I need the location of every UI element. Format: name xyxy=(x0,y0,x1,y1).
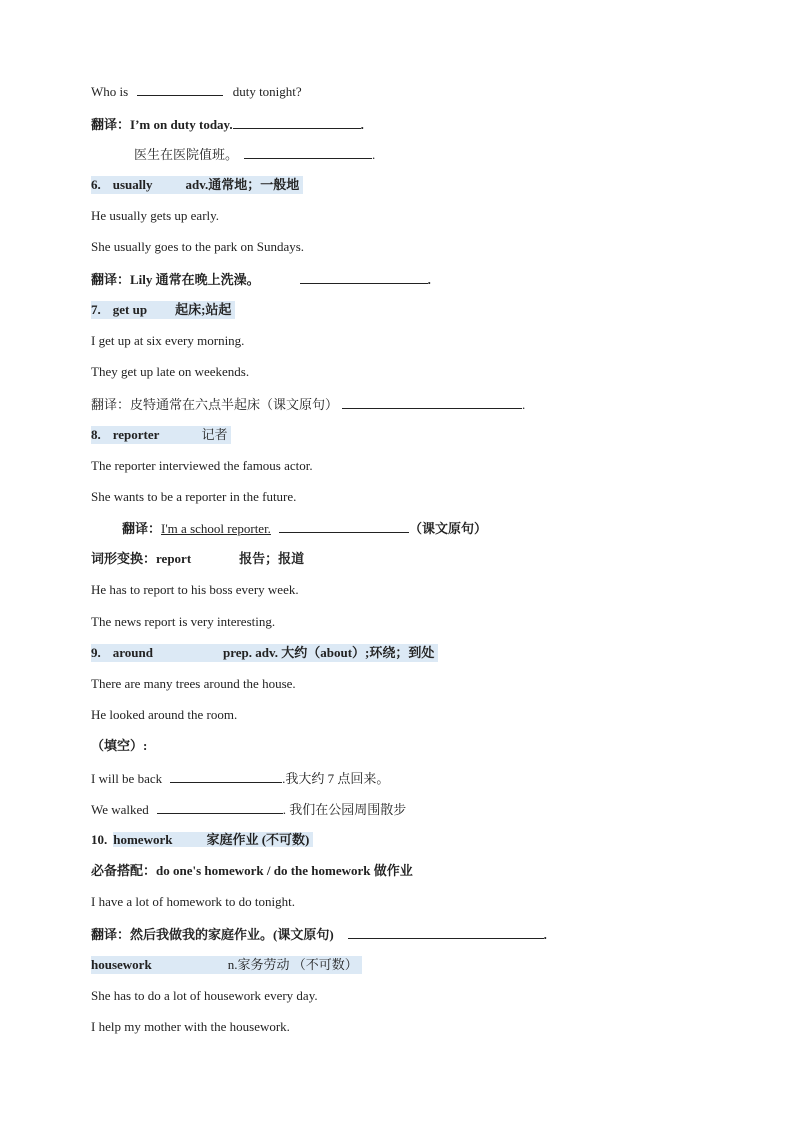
sentence: Who is duty tonight? xyxy=(91,84,302,99)
vocab-heading: housework n.家务劳动 （不可数） xyxy=(91,956,362,974)
example-sentence: She usually goes to the park on Sundays. xyxy=(91,239,305,254)
example-sentence: I have a lot of homework to do tonight. xyxy=(91,894,295,909)
answer-blank[interactable] xyxy=(157,800,283,814)
translation-line: 翻译：I'm a school reporter. （课文原句） xyxy=(122,521,487,536)
answer-blank[interactable] xyxy=(137,82,223,96)
vocab-heading: 7. get up 起床;站起 xyxy=(91,301,235,319)
translation-line: 医生在医院值班。 . xyxy=(134,147,376,162)
example-sentence: They get up late on weekends. xyxy=(91,364,250,379)
example-sentence: I get up at six every morning. xyxy=(91,333,245,348)
example-sentence: There are many trees around the house. xyxy=(91,676,296,691)
example-sentence: He has to report to his boss every week. xyxy=(91,582,299,597)
answer-blank[interactable] xyxy=(279,519,409,533)
answer-blank[interactable] xyxy=(233,115,361,129)
translation-line: 翻译：皮特通常在六点半起床（课文原句） . xyxy=(91,397,526,412)
fill-blank-sentence: I will be back .我大约 7 点回来。 xyxy=(91,771,390,786)
example-sentence: He usually gets up early. xyxy=(91,208,220,223)
vocab-heading: 9. around prep. adv. 大约（about）;环绕；到处 xyxy=(91,644,438,662)
example-sentence: The news report is very interesting. xyxy=(91,614,276,629)
vocab-heading: 10. homework 家庭作业 (不可数) xyxy=(91,831,313,849)
word-form-line: 词形变换：report 报告；报道 xyxy=(91,551,305,566)
vocab-heading: 6. usually adv.通常地；一般地 xyxy=(91,176,303,194)
answer-blank[interactable] xyxy=(342,395,522,409)
example-sentence: She wants to be a reporter in the future. xyxy=(91,489,297,504)
answer-blank[interactable] xyxy=(348,925,544,939)
answer-blank[interactable] xyxy=(170,769,282,783)
example-sentence: He looked around the room. xyxy=(91,707,238,722)
answer-blank[interactable] xyxy=(300,270,428,284)
vocab-heading: 8. reporter 记者 xyxy=(91,426,231,444)
collocation-line: 必备搭配：do one's homework / do the homework 做作业 xyxy=(91,863,413,878)
answer-blank[interactable] xyxy=(244,145,372,159)
translation-line: 翻译：Lily 通常在晚上洗澡。 . xyxy=(91,272,431,287)
example-sentence: She has to do a lot of housework every day. xyxy=(91,988,318,1003)
fill-blank-heading: （填空）: xyxy=(91,738,148,753)
translation-line: 翻译：然后我做我的家庭作业。(课文原句) . xyxy=(91,927,547,942)
fill-blank-sentence: We walked . 我们在公园周围散步 xyxy=(91,802,407,817)
example-sentence: The reporter interviewed the famous actor. xyxy=(91,458,313,473)
translation-line: 翻译：I’m on duty today. . xyxy=(91,117,364,132)
example-sentence: I help my mother with the housework. xyxy=(91,1019,290,1034)
